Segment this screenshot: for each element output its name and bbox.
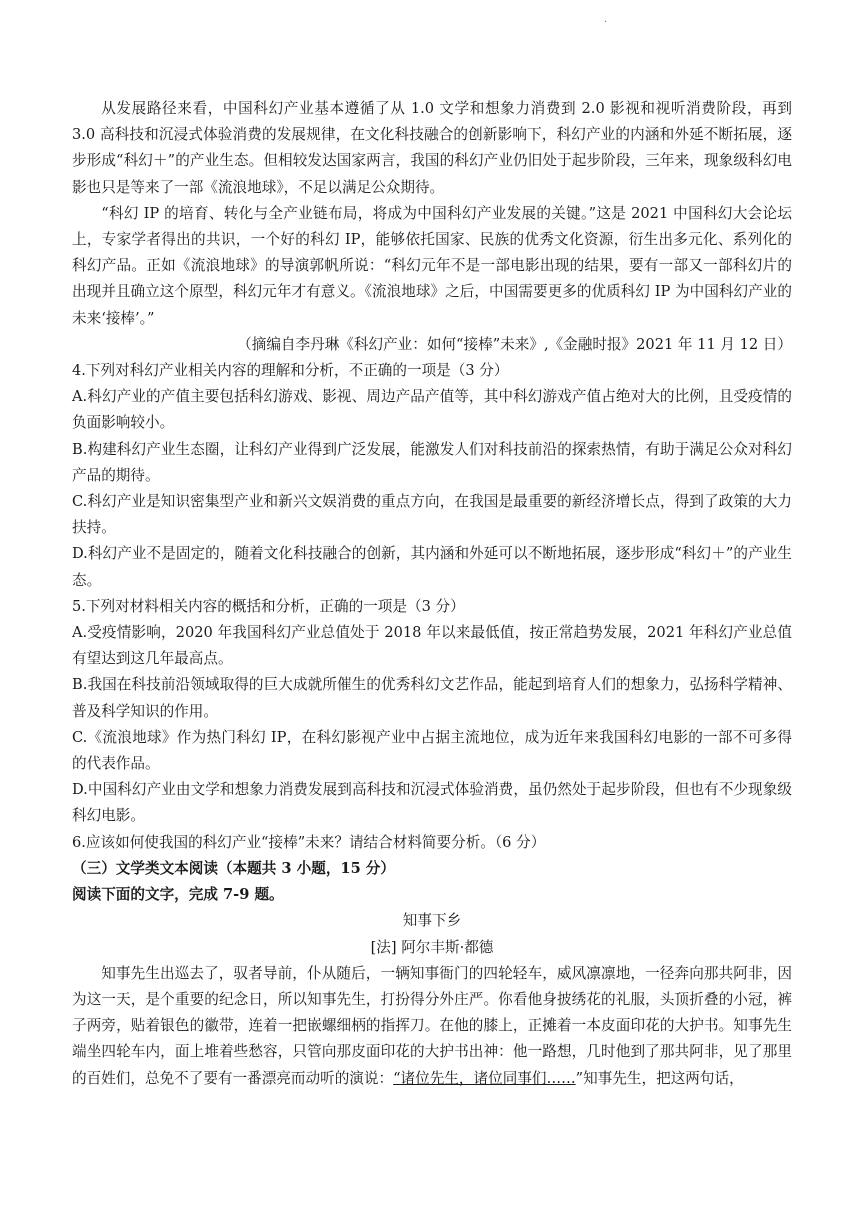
section-heading: （三）文学类文本阅读（本题共 3 小题，15 分） — [72, 859, 395, 877]
section-instruction: 阅读下面的文字，完成 7-9 题。 — [72, 886, 284, 904]
question-5-option-b: B.我国在科技前沿领域取得的巨大成就所催生的优秀科幻文艺作品，能起到培育人们的想象力，弘扬科学精神、普及科学知识的作用。 — [72, 676, 792, 720]
question-5-stem: 5.下列对材料相关内容的概括和分析，正确的一项是（3 分） — [72, 597, 465, 615]
document-page — [72, 96, 792, 1092]
article-paragraph: “科幻 IP 的培育、转化与全产业链布局，将成为中国科幻产业发展的关键。”这是 2021 中国科幻大会论坛上，专家学者得出的共识，一个好的科幻 IP，能够依托国家、民族的优秀文化资源，衍生出多元化、系列化的科幻产品。正如《流浪地球》的导演郭帆所说：“科幻元年不是一部电影出现的结果，要有一部又一部科幻片的出现并且确立这个原型，科幻元年才有意义。《流浪地球》之后，中国需要更多的优质科幻 IP 为中国科幻产业的未来‘接棒’。” — [72, 204, 792, 327]
question-4-option-c: C.科幻产业是知识密集型产业和新兴文娱消费的重点方向，在我国是最重要的新经济增长点，得到了政策的大力扶持。 — [72, 493, 792, 537]
story-speech: “诸位先生，诸位同事们…… — [393, 1069, 576, 1087]
question-5-option-a: A.受疫情影响，2020 年我国科幻产业总值处于 2018 年以来最低值，按正常趋势发展，2021 年科幻产业总值有望达到这几年最高点。 — [72, 624, 792, 668]
article-source: （摘编自李丹琳《科幻产业：如何“接棒”未来》,《金融时报》2021 年 11 月 12 日） — [237, 335, 792, 353]
story-after: ”知事先生，把这两句话， — [575, 1069, 744, 1087]
question-6: 6.应该如何使我国的科幻产业“接棒”未来？请结合材料简要分析。（6 分） — [72, 833, 546, 851]
question-5-option-c: C.《流浪地球》作为热门科幻 IP，在科幻影视产业中占据主流地位，成为近年来我国科幻电影的一部不可多得的代表作品。 — [72, 728, 792, 773]
question-4-option-b: B.构建科幻产业生态圈，让科幻产业得到广泛发展，能激发人们对科技前沿的探索热情，有助于满足公众对科幻产品的期待。 — [72, 440, 792, 484]
story-author: [法] 阿尔丰斯·都德 — [370, 938, 494, 956]
story-title: 知事下乡 — [402, 912, 462, 930]
top-mark: . — [604, 14, 608, 25]
question-4-option-a: A.科幻产业的产值主要包括科幻游戏、影视、周边产品产值等，其中科幻游戏产值占绝对大的比例，且受疫情的负面影响较小。 — [72, 388, 792, 432]
question-4-stem: 4.下列对科幻产业相关内容的理解和分析，不正确的一项是（3 分） — [72, 362, 509, 380]
article-paragraph: 从发展路径来看，中国科幻产业基本遵循了从 1.0 文学和想象力消费到 2.0 影视和视听消费阶段，再到 3.0 高科技和沉浸式体验消费的发展规律，在文化科技融合的创新影响下，科幻产业的内涵和外延不断拓展，逐步形成“科幻＋”的产业生态。但相较发达国家两言，我国的科幻产业仍旧处于起步阶段，三年来，现象级科幻电影也只是等来了一部《流浪地球》，不足以满足公众期待。 — [72, 100, 792, 196]
story-text: 知事先生出巡去了，驭者导前，仆从随后，一辆知事衙门的四轮轻车，威风凛凛地，一径奔向那共阿非，因为这一天，是个重要的纪念日，所以知事先生，打扮得分外庄严。你看他身披绣花的礼服，头顶折叠的小冠，裤子两旁，贴着银色的徽带，连着一把嵌螺细柄的指挥刀。在他的膝上，正摊着一本皮面印花的大护书。知事先生端坐四轮车内，面上堆着些愁容，只管向那皮面印花的大护书出神：他一路想，几时他到了那共阿非，见了那里的百姓们，总免不了要有一番漂亮而动听的演说： — [72, 964, 792, 1087]
question-5-option-d: D.中国科幻产业由文学和想象力消费发展到高科技和沉浸式体验消费，虽仍然处于起步阶段，但也有不少现象级科幻电影。 — [72, 781, 792, 825]
story-paragraph — [72, 961, 792, 1092]
question-4-option-d: D.科幻产业不是固定的，随着文化科技融合的创新，其内涵和外延可以不断地拓展，逐步形成“科幻＋”的产业生态。 — [72, 545, 792, 589]
